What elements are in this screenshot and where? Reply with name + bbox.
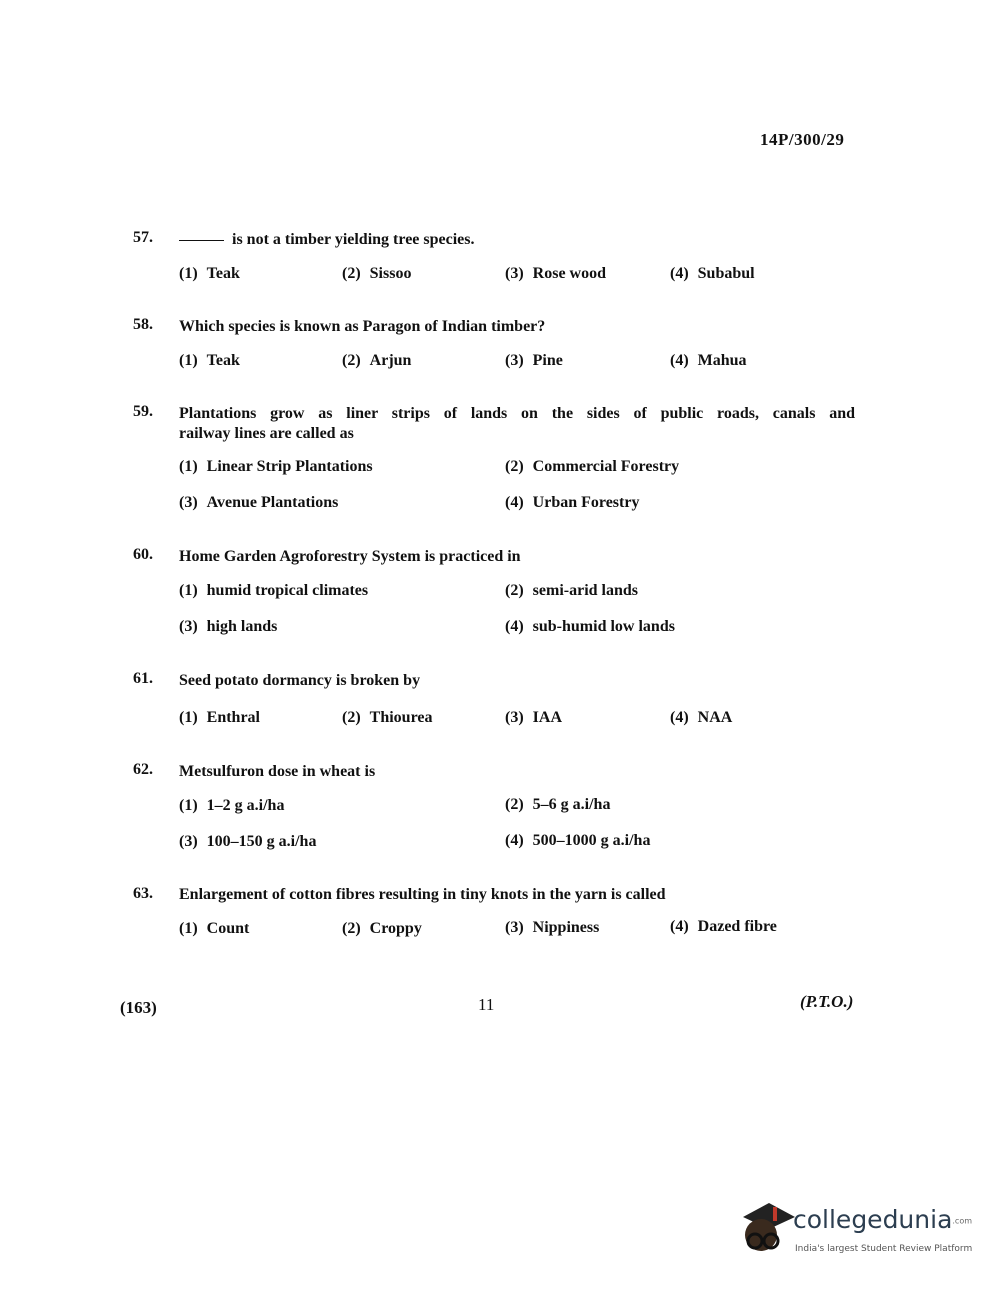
option: (2) Commercial Forestry xyxy=(505,458,680,475)
question-text: Metsulfuron dose in wheat is xyxy=(179,763,376,780)
option: (3) 100–150 g a.i/ha xyxy=(179,833,317,850)
option: (2) semi-arid lands xyxy=(505,582,638,599)
question-number: 61. xyxy=(133,670,153,687)
option: (3) IAA xyxy=(505,709,562,726)
question-number: 63. xyxy=(133,885,153,902)
option: (2) Sissoo xyxy=(342,265,412,282)
option: (4) NAA xyxy=(670,709,733,726)
option: (3) Avenue Plantations xyxy=(179,494,339,511)
option: (1) 1–2 g a.i/ha xyxy=(179,797,285,814)
booklet-number: (163) xyxy=(120,998,157,1017)
question-number: 57. xyxy=(133,229,153,246)
brand-name: collegedunia.com xyxy=(793,1205,973,1234)
option: (4) Subabul xyxy=(670,265,755,282)
question-text: is not a timber yielding tree species. xyxy=(179,229,475,250)
question-text-line-2: railway lines are called as xyxy=(179,425,354,442)
pto-label: (P.T.O.) xyxy=(800,992,854,1011)
option: (4) 500–1000 g a.i/ha xyxy=(505,832,651,849)
option: (2) 5–6 g a.i/ha xyxy=(505,796,611,813)
paper-code: 14P/300/29 xyxy=(760,130,845,149)
option: (3) Nippiness xyxy=(505,919,600,936)
question-number: 62. xyxy=(133,761,153,778)
question-number: 58. xyxy=(133,316,153,333)
question-text: Which species is known as Paragon of Indian timber? xyxy=(179,318,546,335)
question-number: 59. xyxy=(133,403,153,420)
mascot-icon xyxy=(743,1203,795,1251)
option: (3) high lands xyxy=(179,618,278,635)
option: (1) humid tropical climates xyxy=(179,582,369,599)
option: (1) Teak xyxy=(179,265,240,282)
brand-tagline: India's largest Student Review Platform xyxy=(795,1244,973,1254)
option: (2) Arjun xyxy=(342,352,412,369)
option: (4) sub-humid low lands xyxy=(505,618,675,635)
question-number: 60. xyxy=(133,546,153,563)
option: (1) Teak xyxy=(179,352,240,369)
question-text-line-1: Plantations grow as liner strips of lands on the sides of public roads, canals and xyxy=(179,405,855,422)
answer-blank xyxy=(179,240,224,241)
option: (2) Thiourea xyxy=(342,709,433,726)
option: (3) Rose wood xyxy=(505,265,606,282)
option: (3) Pine xyxy=(505,352,563,369)
option: (4) Mahua xyxy=(670,352,747,369)
option: (4) Dazed fibre xyxy=(670,918,777,935)
option: (4) Urban Forestry xyxy=(505,494,640,511)
option: (1) Count xyxy=(179,920,250,937)
question-text: Seed potato dormancy is broken by xyxy=(179,672,421,689)
option: (1) Linear Strip Plantations xyxy=(179,458,373,475)
option: (2) Croppy xyxy=(342,920,422,937)
question-text: Home Garden Agroforestry System is practiced in xyxy=(179,548,521,565)
option: (1) Enthral xyxy=(179,709,260,726)
question-text: Enlargement of cotton fibres resulting in tiny knots in the yarn is called xyxy=(179,886,666,903)
page-number: 11 xyxy=(478,995,495,1014)
